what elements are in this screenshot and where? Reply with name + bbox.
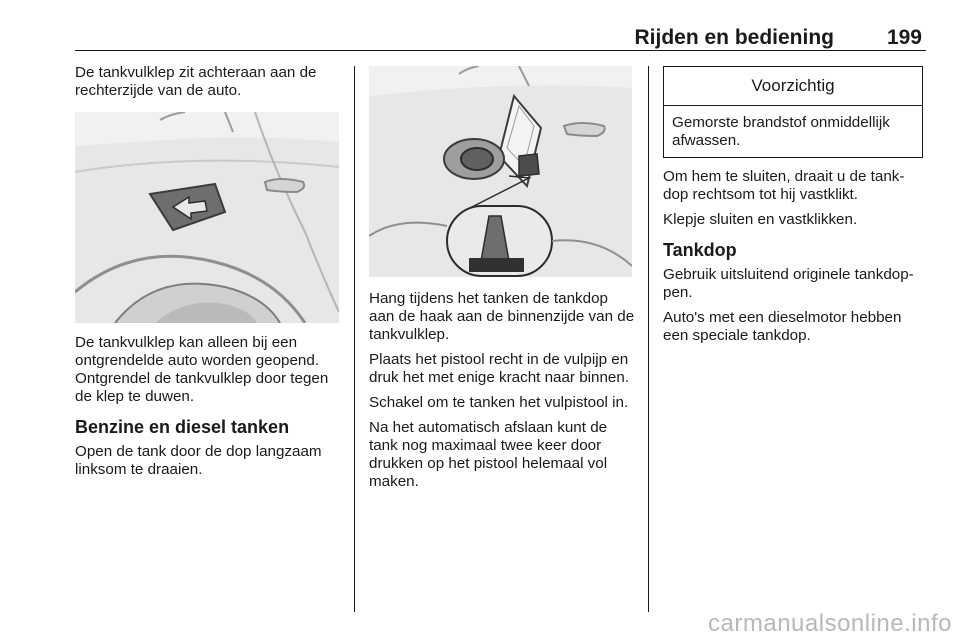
hang-cap-paragraph: Hang tijdens het tanken de tankdop aan de haak aan de binnenzijde van de tankvulklep. [369,290,635,343]
diesel-cap-paragraph: Auto's met een dieselmotor hebben een speciale tankdop. [663,309,902,344]
column-2-body [369,290,635,498]
fuel-cap-hook-illustration [369,66,632,277]
fuel-door-illustration [75,112,339,323]
caution-text: Gemorste brandstof onmiddellijk afwassen. [672,114,890,149]
caution-box [663,66,923,158]
column-1 [75,64,341,107]
close-flap-paragraph: Klepje sluiten en vastklikken. [663,211,858,228]
open-fuel-flap-drawing [369,66,632,277]
fuel-cap-heading: Tankdop [663,240,737,260]
page-header [75,24,926,50]
car-side-fuel-flap-drawing [75,112,339,323]
close-cap-paragraph: Om hem te sluiten, draait u de tank-dop rechtsom tot hij vastklikt. [663,168,905,203]
original-cap-paragraph: Gebruik uitsluitend originele tankdop-pen. [663,266,914,301]
caution-title: Voorzichtig [664,67,922,106]
open-cap-paragraph: Open de tank door de dop langzaam linksom te draaien. [75,443,322,478]
section-title: Rijden en bediening [634,26,834,49]
page-number: 199 [886,26,922,49]
column-1-body [75,334,341,486]
unlock-paragraph: De tankvulklep kan alleen bij een ontgrendelde auto worden geopend. Ontgrendel de tankvulklep door tegen de klep te duwen. [75,334,329,405]
watermark: carmanualsonline.info [708,610,952,637]
insert-nozzle-paragraph: Plaats het pistool recht in de vulpijp en druk het met enige kracht naar binnen. [369,351,630,386]
intro-paragraph: De tankvulklep zit achteraan aan de rechterzijde van de auto. [75,64,317,99]
start-pump-paragraph: Schakel om te tanken het vulpistool in. [369,394,629,411]
top-up-paragraph: Na het automatisch afslaan kunt de tank nog maximaal twee keer door drukken op het pistool helemaal vol maken. [369,419,608,490]
column-divider-right [648,66,649,612]
refuel-heading: Benzine en diesel tanken [75,417,290,437]
header-divider [75,50,926,51]
column-divider-left [354,66,355,612]
column-3-body [663,168,926,352]
